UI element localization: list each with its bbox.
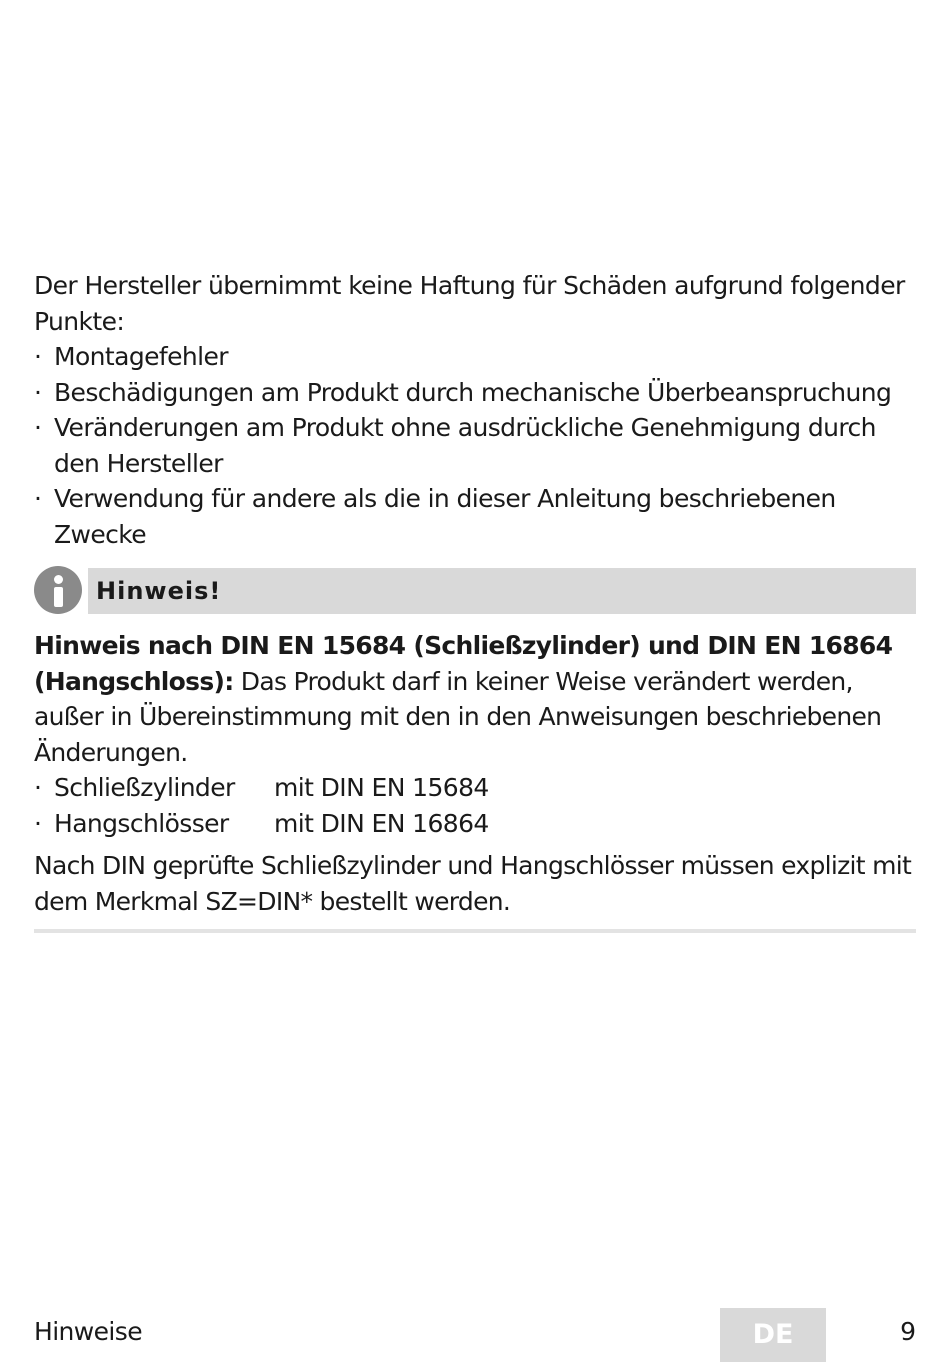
liability-list	[34, 339, 916, 552]
notice-bold-lead: Hinweis nach DIN EN 15684 (Schließzylinder) und DIN EN 16864 (Hangschloss):	[34, 631, 893, 696]
bullet-icon: ·	[34, 809, 42, 838]
list-item	[34, 375, 916, 411]
notice-title-bar	[88, 568, 916, 614]
liability-intro: Der Hersteller übernimmt keine Haftung für Schäden aufgrund folgender Punkte:	[34, 271, 905, 336]
din-list	[34, 770, 916, 842]
din-item-standard: mit DIN EN 15684	[274, 773, 489, 802]
notice-header	[34, 566, 916, 616]
page-content	[34, 268, 916, 933]
bullet-icon: ·	[34, 377, 42, 407]
list-item-text: Verwendung für andere als die in dieser Anleitung beschriebenen Zwecke	[54, 484, 836, 549]
list-item-text: Montagefehler	[54, 342, 228, 371]
language-badge: DE	[720, 1308, 826, 1362]
list-item-text: Beschädigungen am Produkt durch mechanische Überbeanspruchung	[54, 377, 892, 407]
notice-title: Hinweis!	[96, 577, 222, 605]
info-icon	[34, 566, 82, 614]
page-number: 9	[900, 1317, 916, 1346]
bullet-icon: ·	[34, 484, 42, 513]
footer-section-title: Hinweise	[34, 1317, 142, 1346]
list-item	[34, 339, 916, 375]
bullet-icon: ·	[34, 342, 42, 371]
notice-closing: Nach DIN geprüfte Schließzylinder und Hangschlösser müssen explizit mit dem Merkmal SZ=DIN* bestellt werden.	[34, 851, 912, 916]
list-item-text: Veränderungen am Produkt ohne ausdrückliche Genehmigung durch den Hersteller	[54, 413, 876, 478]
notice-paragraph	[34, 628, 916, 770]
din-item-standard: mit DIN EN 16864	[274, 809, 489, 838]
bullet-icon: ·	[34, 413, 42, 442]
notice-text: Das Produkt darf in keiner Weise verändert werden, außer in Übereinstimmung mit den in den Anweisungen beschriebenen Änderungen.	[34, 666, 882, 767]
bullet-icon: ·	[34, 773, 42, 802]
din-list-item	[34, 806, 916, 842]
section-divider	[34, 929, 916, 933]
din-list-item	[34, 770, 916, 806]
list-item	[34, 481, 916, 552]
din-item-name: Hangschlösser	[54, 809, 229, 838]
list-item	[34, 410, 916, 481]
din-item-name: Schließzylinder	[54, 773, 235, 802]
notice-body	[34, 628, 916, 919]
